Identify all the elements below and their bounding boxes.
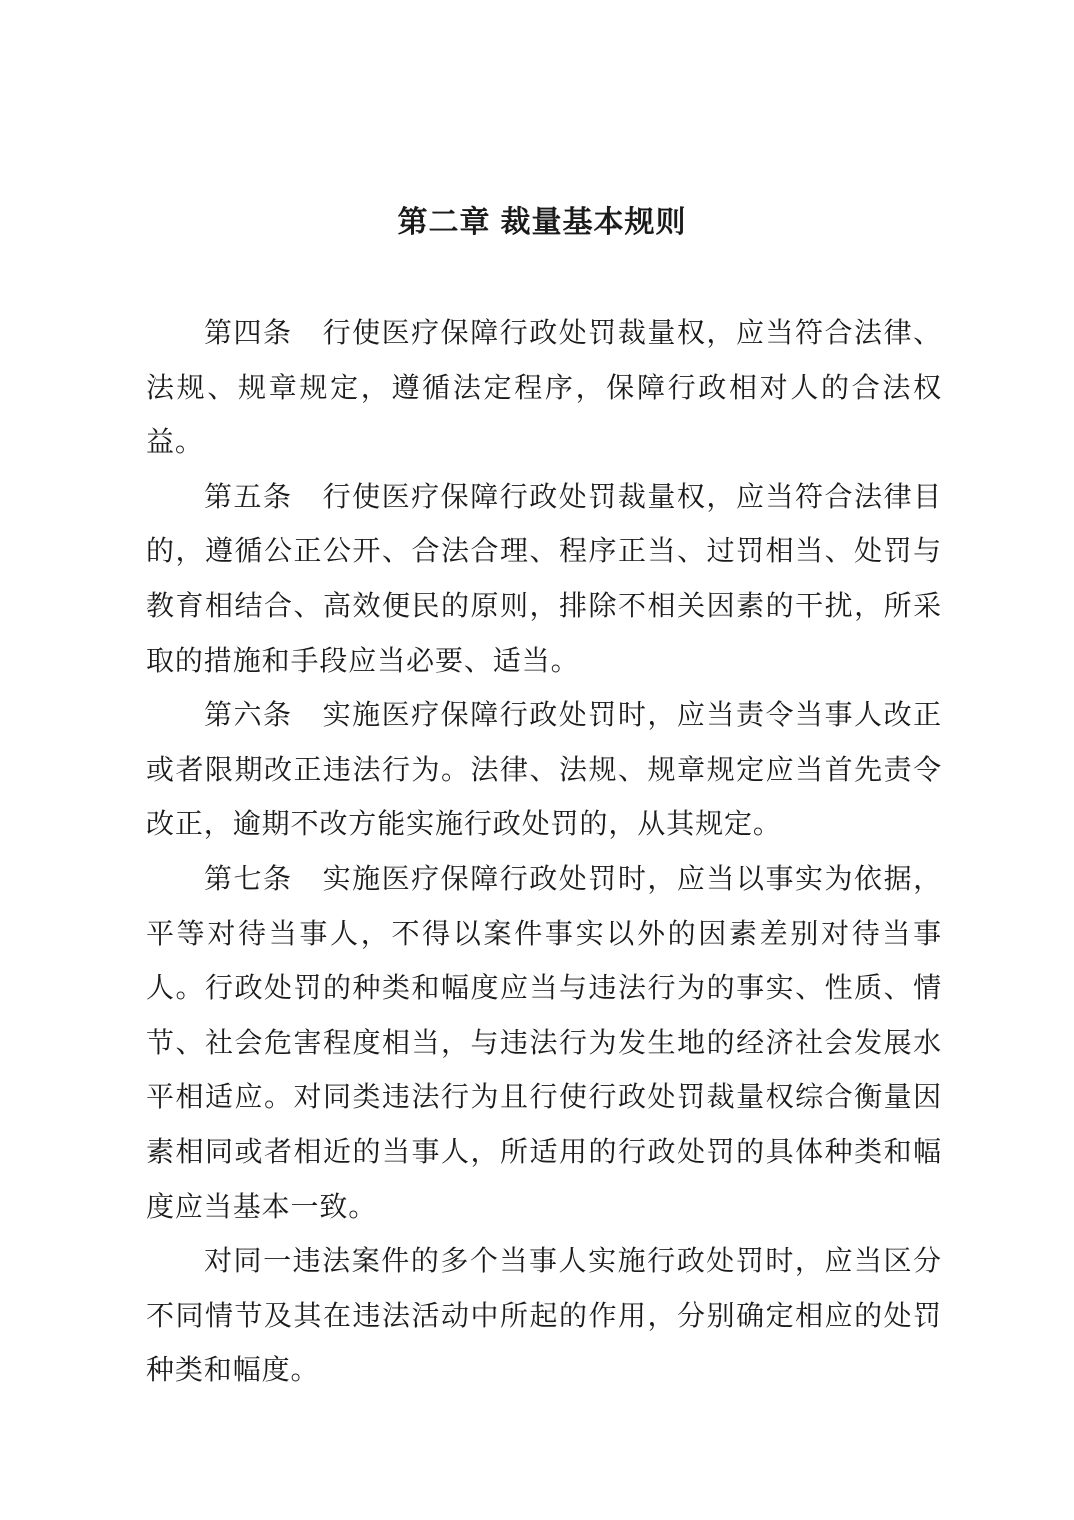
article-number: 第四条 <box>204 316 293 349</box>
chapter-title <box>0 203 1074 243</box>
article-7-continuation-paragraph <box>146 1234 942 1398</box>
article-5-paragraph <box>146 470 942 688</box>
article-number: 第七条 <box>204 861 293 895</box>
article-number: 第五条 <box>204 479 293 513</box>
article-text: 实施医疗保障行政处罚时，应当以事实为依据，平等对待当事人，不得以案件事实以外的因素差别对待当事人。行政处罚的种类和幅度应当与违法行为的事实、性质、情节、社会危害程度相当，与违法行为发生地的经济社会发展水平相适应。对同类违法行为且行使行政处罚裁量权综合衡量因素相同或者相近的当事人，所适用的行政处罚的具体种类和幅度应当基本一致。 <box>146 861 942 1223</box>
article-6-paragraph <box>146 688 942 852</box>
article-number: 第六条 <box>204 698 293 732</box>
article-text: 实施医疗保障行政处罚时，应当责令当事人改正或者限期改正违法行为。法律、法规、规章规定应当首先责令改正，逾期不改方能实施行政处罚的，从其规定。 <box>146 698 942 841</box>
article-text: 对同一违法案件的多个当事人实施行政处罚时，应当区分不同情节及其在违法活动中所起的作用，分别确定相应的处罚种类和幅度。 <box>146 1244 942 1387</box>
document-body <box>146 306 942 1398</box>
article-text: 行使医疗保障行政处罚裁量权，应当符合法律目的，遵循公正公开、合法合理、程序正当、过罚相当、处罚与教育相结合、高效便民的原则，排除不相关因素的干扰，所采取的措施和手段应当必要、适当。 <box>146 479 942 677</box>
chapter-label: 第二章 <box>397 205 491 240</box>
article-7-paragraph <box>146 852 942 1234</box>
article-text: 行使医疗保障行政处罚裁量权，应当符合法律、法规、规章规定，遵循法定程序，保障行政相对人的合法权益。 <box>146 316 942 459</box>
chapter-name: 裁量基本规则 <box>500 205 687 240</box>
article-4-paragraph <box>146 306 942 470</box>
